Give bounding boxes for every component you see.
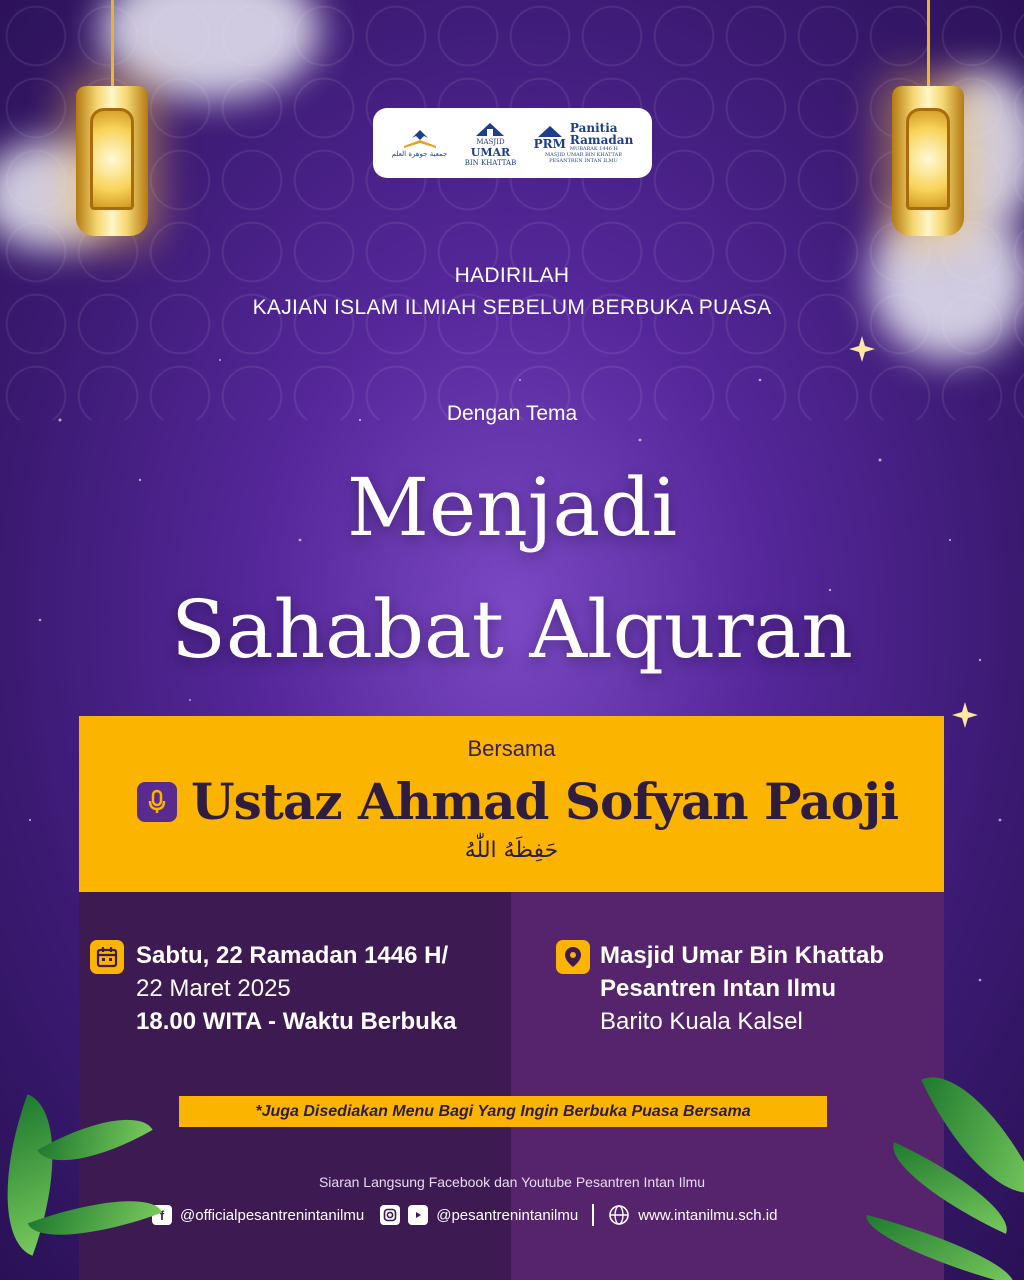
location-pin-icon [556, 940, 590, 974]
youtube-icon[interactable] [408, 1205, 428, 1225]
logo-panitia-ramadan [534, 122, 634, 164]
logo3-title-line2: Ramadan [569, 133, 634, 147]
location-masjid: Masjid Umar Bin Khattab [600, 942, 885, 969]
logo2-line1: MASJID [476, 137, 505, 146]
headline-line1: Menjadi [346, 461, 678, 554]
schedule-time: 18.00 WITA - Waktu Berbuka [136, 1008, 457, 1035]
facebook-handle[interactable]: @officialpesantrenintanilmu [180, 1206, 365, 1224]
logo3-badge: PRM [533, 137, 566, 151]
location-region: Barito Kuala Kalsel [600, 1008, 803, 1035]
book-crown-icon [400, 128, 440, 150]
logo1-text: جمعية جوهرة العلم [391, 150, 448, 158]
logo-masjid-umar [465, 120, 517, 167]
logo2-line2: UMAR [470, 145, 511, 159]
mosque-icon [472, 120, 508, 138]
divider [592, 1204, 594, 1226]
lantern-right [888, 0, 968, 236]
instagram-icon[interactable] [380, 1205, 400, 1225]
facebook-icon[interactable]: f [152, 1205, 172, 1225]
speaker-banner [79, 716, 944, 892]
bersama-label: Bersama [467, 736, 556, 761]
logo3-sub3: PESANTREN INTAN ILMU [549, 158, 618, 164]
schedule-date-gregorian: 22 Maret 2025 [136, 975, 291, 1002]
speaker-honorific: حَفِظَهُ اللّٰهُ [464, 838, 559, 863]
microphone-icon [137, 782, 177, 822]
logo3-sub1: MUBARAK 1446 H [569, 146, 618, 152]
website-link[interactable]: www.intanilmu.sch.id [638, 1206, 778, 1224]
social-links [152, 1204, 777, 1226]
live-stream-text: Siaran Langsung Facebook dan Youtube Pesantren Intan Ilmu [318, 1174, 706, 1190]
ig-youtube-handle[interactable]: @pesantrenintanilmu [436, 1206, 579, 1224]
globe-icon [608, 1204, 630, 1226]
intro-line1: HADIRILAH [454, 264, 570, 287]
iftar-note: *Juga Disediakan Menu Bagi Yang Ingin Berbuka Puasa Bersama [179, 1096, 827, 1127]
schedule-date-hijri: Sabtu, 22 Ramadan 1446 H/ [136, 942, 449, 969]
logo3-sub2: MASJID UMAR BIN KHATTAB [545, 152, 622, 158]
logo-jawharatul-ilmi [392, 128, 448, 158]
intro-text [0, 260, 1024, 324]
logo3-title-line1: Panitia [569, 121, 618, 135]
headline-line2: Sahabat Alquran [171, 583, 853, 676]
lantern-left [72, 0, 152, 236]
logo2-line3: BIN KHATTAB [464, 158, 517, 167]
location-pesantren: Pesantren Intan Ilmu [600, 975, 837, 1002]
logo-bar [373, 108, 652, 178]
tema-label: Dengan Tema [446, 402, 578, 425]
intro-line2: KAJIAN ISLAM ILMIAH SEBELUM BERBUKA PUASA [252, 296, 772, 319]
calendar-icon [90, 940, 124, 974]
mosque-small-icon [535, 124, 565, 138]
speaker-name: Ustaz Ahmad Sofyan Paoji [191, 772, 899, 831]
